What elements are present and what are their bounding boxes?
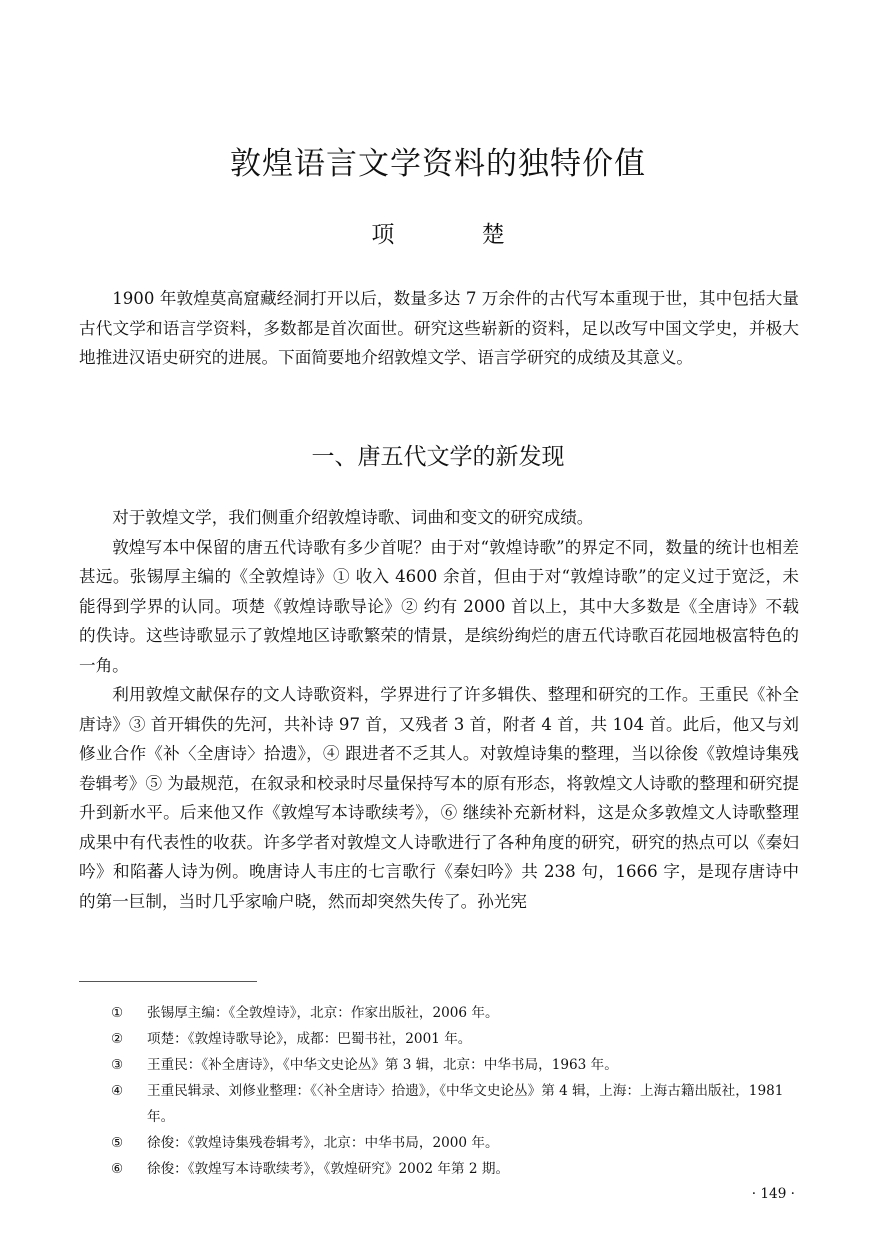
footnote-marker: ① <box>111 1005 124 1021</box>
intro-paragraph: 1900 年敦煌莫高窟藏经洞打开以后，数量多达 7 万余件的古代写本重现于世，其中包括大量古代文学和语言学资料，多数都是首次面世。研究这些崭新的资料，足以改写中国文学史，并极大地推进汉语史研究的进展。下面简要地介绍敦煌文学、语言学研究的成绩及其意义。 <box>79 289 799 367</box>
footnote-marker: ③ <box>111 1057 124 1073</box>
footnote-text: 王重民：《补全唐诗》，《中华文史论丛》第 3 辑，北京：中华书局，1963 年。 <box>147 1057 618 1073</box>
footnote-marker: ⑤ <box>111 1135 124 1151</box>
body-paragraph: 对于敦煌文学，我们侧重介绍敦煌诗歌、词曲和变文的研究成绩。 <box>112 508 594 527</box>
footnote-text: 张锡厚主编：《全敦煌诗》，北京：作家出版社，2006 年。 <box>147 1005 499 1021</box>
body-paragraph: 敦煌写本中保留的唐五代诗歌有多少首呢？由于对“敦煌诗歌”的界定不同，数量的统计也相差甚远。张锡厚主编的《全敦煌诗》① 收入 4600 余首，但由于对“敦煌诗歌”的定义过于宽泛，未能得到学界的认同。项楚《敦煌诗歌导论》② 约有 2000 首以上，其中大多数是《全唐诗》不载的佚诗。这些诗歌显示了敦煌地区诗歌繁荣的情景，是缤纷绚烂的唐五代诗歌百花园地极富特色的一角。 <box>79 537 799 675</box>
article-title: 敦煌语言文学资料的独特价值 <box>230 146 646 182</box>
footnote-text: 徐俊：《敦煌诗集残卷辑考》，北京：中华书局，2000 年。 <box>147 1135 499 1151</box>
section-heading: 一、唐五代文学的新发现 <box>311 444 565 470</box>
section-body <box>79 503 799 916</box>
footnote-divider <box>79 981 257 982</box>
footnote-marker: ⑥ <box>111 1161 124 1177</box>
footnote-item <box>111 1000 801 1026</box>
body-paragraph: 利用敦煌文献保存的文人诗歌资料，学界进行了许多辑佚、整理和研究的工作。王重民《补全唐诗》③ 首开辑佚的先河，共补诗 97 首，又残者 3 首，附者 4 首，共 104 首。此后，他又与刘修业合作《补〈全唐诗〉拾遗》，④ 跟进者不乏其人。对敦煌诗集的整理，当以徐俊《敦煌诗集残卷辑考》⑤ 为最规范，在叙录和校录时尽量保持写本的原有形态，将敦煌文人诗歌的整理和研究提升到新水平。后来他又作《敦煌写本诗歌续考》，⑥ 继续补充新材料，这是众多敦煌文人诗歌整理成果中有代表性的收获。许多学者对敦煌文人诗歌进行了各种角度的研究，研究的热点可以《秦妇吟》和陷蕃人诗为例。晚唐诗人韦庄的七言歌行《秦妇吟》共 238 句，1666 字，是现存唐诗中的第一巨制，当时几乎家喻户晓，然而却突然失传了。孙光宪 <box>79 685 799 911</box>
footnotes <box>111 1000 801 1182</box>
footnote-item <box>111 1052 801 1078</box>
footnote-item <box>111 1130 801 1156</box>
footnote-marker: ④ <box>111 1083 124 1099</box>
intro-section <box>79 284 799 373</box>
footnote-item <box>111 1156 801 1182</box>
footnote-item <box>111 1026 801 1052</box>
footnote-item <box>111 1078 801 1130</box>
page-number: · 149 · <box>751 1186 795 1202</box>
article-author: 项 楚 <box>371 222 545 248</box>
footnote-text: 王重民辑录、刘修业整理：《〈补全唐诗〉拾遗》，《中华文史论丛》第 4 辑，上海：上海古籍出版社，1981 年。 <box>147 1083 784 1125</box>
footnote-text: 徐俊：《敦煌写本诗歌续考》，《敦煌研究》2002 年第 2 期。 <box>147 1161 510 1177</box>
footnote-text: 项楚：《敦煌诗歌导论》，成都：巴蜀书社，2001 年。 <box>147 1031 472 1047</box>
footnote-marker: ② <box>111 1031 124 1047</box>
